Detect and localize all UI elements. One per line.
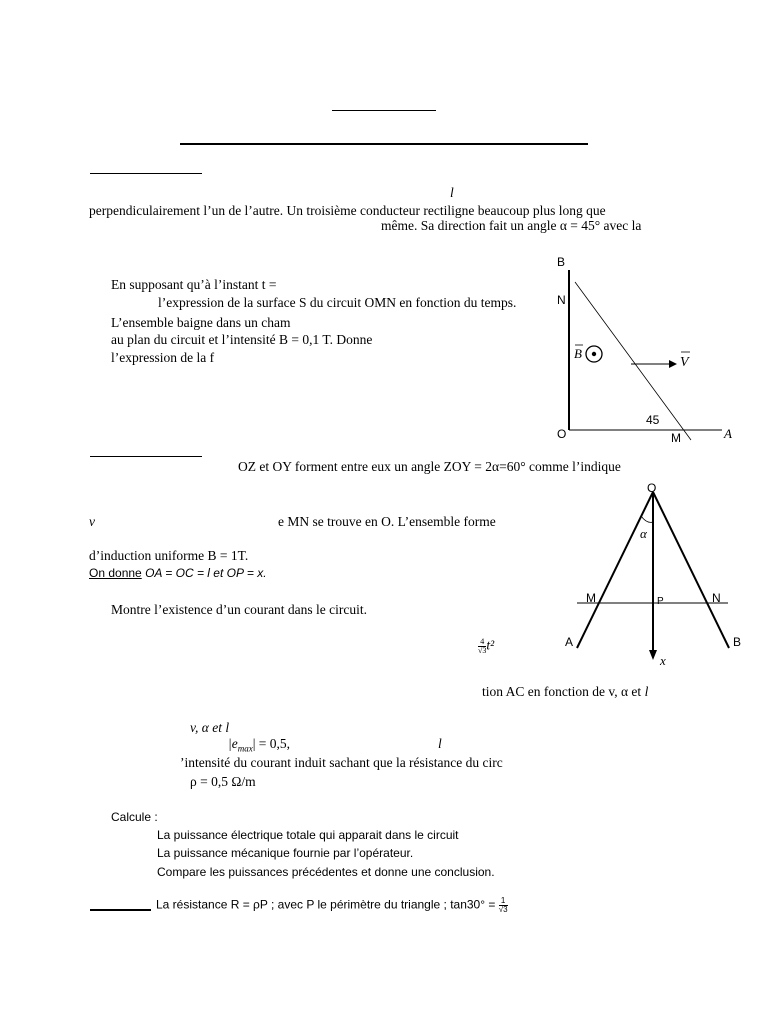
ex2-question-ac-l: l — [644, 684, 649, 699]
ex2-fraction-numerator: 4 — [478, 638, 486, 647]
fig2-label-m: M — [586, 591, 596, 605]
ex2-question-rho: ρ = 0,5 Ω/m — [190, 774, 256, 789]
ex1-question-time: En supposant qu’à l’instant t = — [111, 277, 277, 292]
fig2-label-x: x — [660, 653, 666, 668]
ex2-question-vars-l: l — [225, 720, 230, 735]
ex1-line1: perpendiculairement l’un de l’autre. Un troisième conducteur rectiligne beaucoup plus long que — [89, 203, 606, 218]
calc-hint — [156, 897, 508, 914]
fig2-label-o: O — [647, 481, 657, 495]
calc-hint-numerator: 1 — [499, 897, 508, 906]
ex2-given-label: On donne — [89, 566, 142, 580]
ex2-line-induction: d’induction uniforme B = 1T. — [89, 548, 249, 563]
fig2-label-a: A — [565, 635, 574, 649]
fig2-label-alpha: α — [640, 526, 647, 541]
alpha-arc — [641, 516, 653, 522]
ex2-emax-l: l — [438, 736, 442, 751]
calc-hint-denominator: √3 — [498, 905, 508, 914]
ex1-line2: même. Sa direction fait un angle α = 45° avec la — [381, 218, 642, 233]
calc-hint-text: La résistance R = ρP ; avec P le périmètre du triangle ; tan30° = — [156, 897, 496, 912]
calc-item-2: La puissance mécanique fournie par l’opérateur. — [157, 846, 414, 860]
calc-item-1: La puissance électrique totale qui apparait dans le circuit — [157, 828, 459, 842]
ex2-line-angle: OZ et OY forment entre eux un angle ZOY = 2α=60° comme l’indique — [238, 459, 621, 474]
fig1-label-a: A — [724, 426, 732, 441]
ex2-question-current: Montre l’existence d’un courant dans le circuit. — [111, 602, 368, 617]
ex1-question-expression: l’expression de la f — [111, 350, 215, 365]
fig1-label-o: O — [557, 427, 567, 441]
fig1-label-m: M — [671, 431, 681, 445]
rail-oa — [577, 492, 653, 648]
fig1-label-n: N — [557, 293, 566, 307]
calc-hint-fraction — [499, 897, 508, 914]
fig1-label-b: B — [557, 255, 566, 269]
calc-title: Calcule : — [111, 810, 158, 824]
fig2-label-n: N — [712, 591, 721, 605]
ex2-var-v: v — [89, 514, 95, 529]
ex2-question-vars-text: v, α et — [190, 720, 222, 735]
ex2-emax-tail: | = 0,5, — [252, 736, 291, 751]
fig2-label-p: P — [657, 596, 664, 607]
fig1-angle-label: 45 — [646, 413, 660, 427]
calc-item-3: Compare les puissances précédentes et donne une conclusion. — [157, 865, 495, 879]
var-l: l — [450, 185, 454, 200]
axis-ox-arrowhead — [649, 650, 657, 660]
ex2-emax-sub: max — [237, 743, 253, 754]
ex2-line-mn: e MN se trouve en O. L’ensemble forme — [278, 514, 496, 529]
ex1-question-surface: l’expression de la surface S du circuit OMN en fonction du temps. — [158, 295, 517, 310]
fig1-field-label: B — [574, 346, 582, 361]
ex2-question-intensity: ’intensité du courant induit sachant que la résistance du circ — [180, 755, 503, 770]
ex2-fraction-tail: t² — [486, 637, 495, 653]
ex2-given-value: OA = OC = l et OP = x. — [145, 566, 267, 580]
ex1-question-field: L’ensemble baigne dans un cham — [111, 315, 291, 330]
fig1-velocity-label: V — [680, 355, 689, 370]
hint-rule — [90, 909, 151, 911]
rail-ob — [653, 492, 729, 648]
ex2-fraction-denominator: √3 — [478, 646, 487, 655]
ex2-emax-open: |e — [228, 736, 238, 751]
fig2-label-b: B — [733, 635, 742, 649]
ex1-question-plane: au plan du circuit et l’intensité B = 0,1 T. Donne — [111, 332, 373, 347]
ex2-question-ac-text: tion AC en fonction de v, α et — [482, 684, 642, 699]
